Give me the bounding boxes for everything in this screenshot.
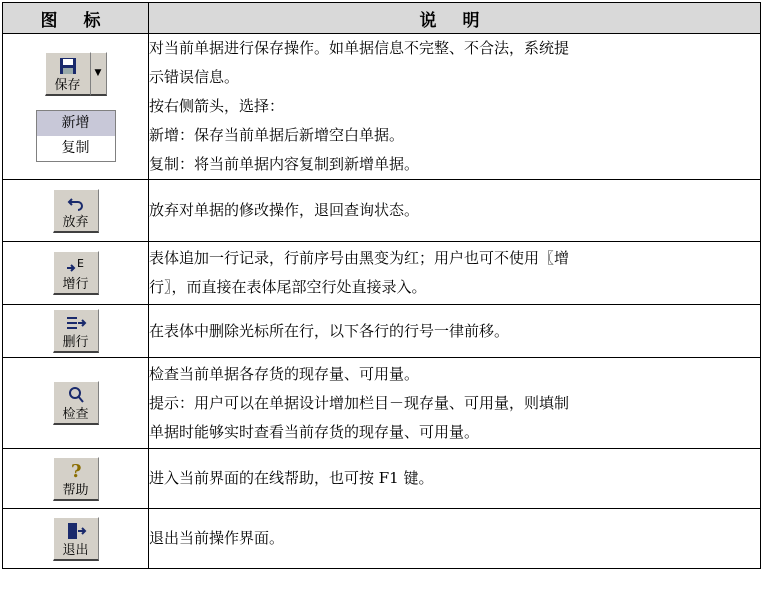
delete-row-button-label: 删行 xyxy=(62,335,89,350)
icon-cell xyxy=(3,34,149,180)
save-dropdown-arrow[interactable] xyxy=(91,52,107,96)
icon-cell xyxy=(3,242,149,305)
undo-arrow-icon xyxy=(54,193,98,215)
description-line: 复制：将当前单据内容复制到新增单据。 xyxy=(149,155,420,173)
description-cell xyxy=(149,358,761,449)
description-cell xyxy=(149,180,761,242)
svg-text:?: ? xyxy=(70,460,82,482)
description-line: 按右侧箭头，选择： xyxy=(149,97,285,115)
table-row xyxy=(3,34,761,180)
check-button-label: 检查 xyxy=(62,407,89,422)
menu-item-copy[interactable]: 复制 xyxy=(61,139,90,156)
icon-cell xyxy=(3,509,149,569)
description-cell xyxy=(149,242,761,305)
chevron-down-icon: ▼ xyxy=(94,68,102,78)
table-row xyxy=(3,509,761,569)
description-line: 放弃对单据的修改操作，退回查询状态。 xyxy=(149,201,420,219)
description-line: 退出当前操作界面。 xyxy=(149,529,285,547)
description-line: 进入当前界面的在线帮助，也可按 F1 键。 xyxy=(149,469,434,487)
abandon-button[interactable] xyxy=(53,189,99,233)
exit-door-icon xyxy=(54,521,98,543)
menu-item-new[interactable]: 新增 xyxy=(37,111,115,136)
description-line: 检查当前单据各存货的现存量、可用量。 xyxy=(149,364,420,383)
description-line: 新增：保存当前单据后新增空白单据。 xyxy=(149,126,405,144)
description-line: 示错误信息。 xyxy=(149,68,240,86)
check-button[interactable] xyxy=(53,381,99,425)
save-button-group[interactable] xyxy=(45,52,107,96)
abandon-button-label: 放弃 xyxy=(62,214,89,230)
save-button-label: 保存 xyxy=(54,77,81,93)
description-line: 提示：用户可以在单据设计增加栏目－现存量、可用量，则填制 xyxy=(149,393,570,412)
description-cell xyxy=(149,509,761,569)
header-description-column: 说 明 xyxy=(149,3,761,34)
header-icon-column: 图 标 xyxy=(3,3,149,34)
table-row xyxy=(3,242,761,305)
save-button[interactable] xyxy=(45,52,91,96)
description-line: 对当前单据进行保存操作。如单据信息不完整、不合法，系统提 xyxy=(149,39,570,57)
icon-cell xyxy=(3,305,149,358)
floppy-disk-icon xyxy=(46,56,90,78)
table-row xyxy=(3,180,761,242)
table-row xyxy=(3,305,761,358)
help-button-label: 帮助 xyxy=(62,482,89,498)
icon-cell xyxy=(3,449,149,509)
exit-button[interactable] xyxy=(53,517,99,561)
check-icon xyxy=(54,385,98,407)
description-line: 表体追加一行记录，行前序号由黑变为红；用户也可不使用〖增 xyxy=(149,249,570,267)
table-header-row xyxy=(3,3,761,34)
description-cell xyxy=(149,305,761,358)
exit-button-label: 退出 xyxy=(62,542,89,558)
delete-row-button[interactable] xyxy=(53,309,99,353)
save-dropdown-menu xyxy=(36,110,116,162)
button-description-table xyxy=(2,2,761,569)
icon-cell xyxy=(3,358,149,449)
help-icon xyxy=(54,461,98,483)
add-row-icon xyxy=(54,255,98,277)
description-cell xyxy=(149,34,761,180)
description-cell xyxy=(149,449,761,509)
add-row-button[interactable] xyxy=(53,251,99,295)
delete-row-icon xyxy=(54,313,98,335)
description-line: 行〗，而直接在表体尾部空行处直接录入。 xyxy=(149,278,427,296)
description-line: 在表体中删除光标所在行，以下各行的行号一律前移。 xyxy=(149,321,510,340)
help-button[interactable] xyxy=(53,457,99,501)
description-line: 单据时能够实时查看当前存货的现存量、可用量。 xyxy=(149,422,480,441)
table-row xyxy=(3,449,761,509)
add-row-button-label: 增行 xyxy=(62,277,89,292)
svg-text:E: E xyxy=(76,257,84,270)
icon-cell xyxy=(3,180,149,242)
table-row xyxy=(3,358,761,449)
